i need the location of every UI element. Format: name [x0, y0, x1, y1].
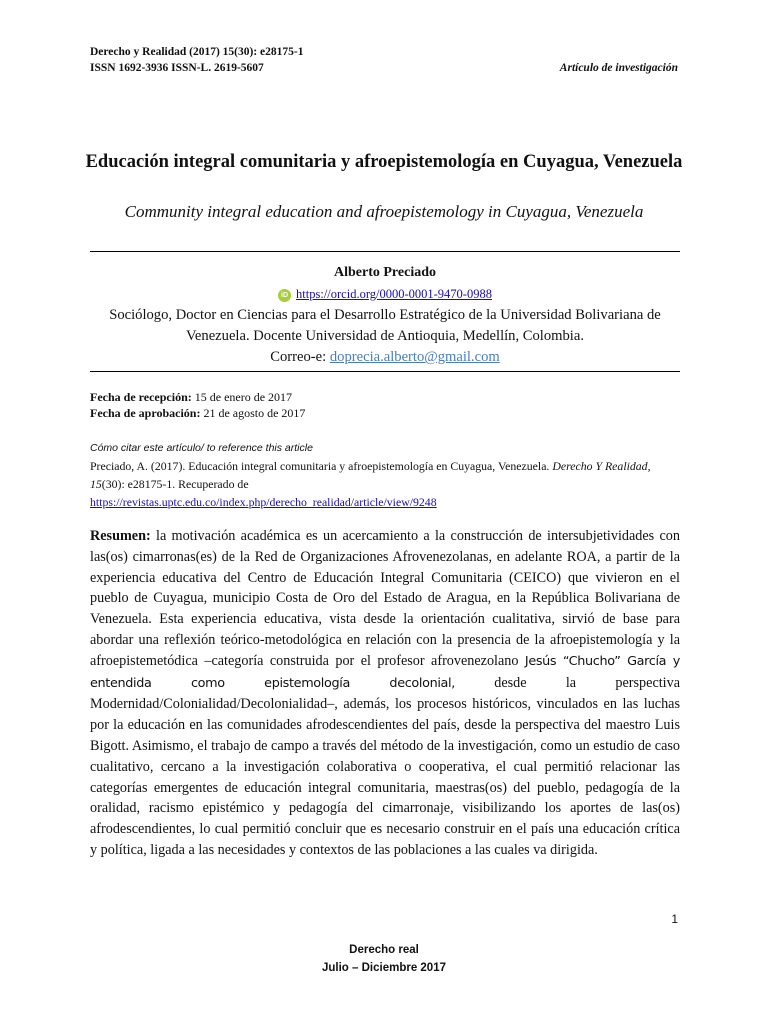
- author-name: Alberto Preciado: [334, 265, 436, 280]
- journal-citation: Derecho y Realidad (2017) 15(30): e28175-1: [90, 46, 304, 58]
- email-label: Correo-e:: [270, 349, 327, 365]
- footer-journal: Derecho real: [349, 944, 419, 956]
- abstract-label: Resumen:: [90, 528, 151, 544]
- approved-label: Fecha de aprobación:: [90, 406, 201, 420]
- received-value: 15 de enero de 2017: [194, 390, 293, 404]
- approved-value: 21 de agosto de 2017: [203, 406, 306, 420]
- orcid-icon[interactable]: iD: [278, 289, 291, 302]
- citation-issue: (30): e28175-1. Recuperado de: [101, 477, 249, 491]
- journal-header: [90, 44, 303, 76]
- author-affiliation: [90, 305, 680, 368]
- page-number: 1: [671, 912, 678, 926]
- divider-top: [90, 251, 680, 252]
- dates-block: [90, 389, 305, 421]
- abstract: [90, 526, 680, 861]
- abstract-text-alt: Jesús “Chucho” García y entendida como epistemología decolonial,: [90, 653, 680, 691]
- citation-body: Preciado, A. (2017). Educación integral comunitaria y afroepistemología en Cuyagua, Venezuela.: [90, 459, 550, 473]
- approved-date: [90, 405, 305, 421]
- received-label: Fecha de recepción:: [90, 390, 192, 404]
- issn-line: ISSN 1692-3936 ISSN-L. 2619-5607: [90, 62, 264, 74]
- affiliation-line: Venezuela. Docente Universidad de Antioquia, Medellín, Colombia.: [186, 328, 584, 344]
- email-line: [90, 347, 680, 368]
- article-type: Artículo de investigación: [559, 62, 678, 74]
- orcid-link[interactable]: https://orcid.org/0000-0001-9470-0988: [296, 287, 492, 301]
- abstract-text: desde la perspectiva Modernidad/Colonialidad/Decolonialidad–, además, los procesos históricos, vinculados en las luchas por la educación en las comunidades afrodescendientes del país, desde la perspectiva del maestro Luis Bigott. Asimismo, el trabajo de campo a través del método de la investigación, como un estudio de caso cualitativo, cercano a la investigación colaborativa o cooperativa, el cual permitió relacionar las categorías emergentes de educación integral comunitaria, maestras(os) del pueblo, pedagogía de la oralidad, racismo epistémico y pedagogía del cimarronaje, visibilizando los aportes de las(os) afrodescendientes, lo cual permitió concluir que es necesario construir en el país una educación crítica y política, ligada a las necesidades y contextos de las poblaciones a las cuales va dirigida.: [90, 674, 681, 858]
- citation-text: [90, 457, 680, 511]
- citation-journal: Derecho Y Realidad, 15: [90, 459, 651, 491]
- paper-subtitle: Community integral education and afroepistemology in Cuyagua, Venezuela: [124, 202, 644, 221]
- received-date: [90, 389, 305, 405]
- affiliation-line: Sociólogo, Doctor en Ciencias para el Desarrollo Estratégico de la Universidad Bolivariana de: [109, 307, 661, 323]
- citation-label: Cómo citar este artículo/ to reference this article: [90, 442, 313, 454]
- citation-url[interactable]: https://revistas.uptc.edu.co/index.php/derecho_realidad/article/view/9248: [90, 495, 437, 509]
- divider-bottom: [90, 371, 680, 372]
- abstract-text: la motivación académica es un acercamiento a la construcción de intersubjetividades con las(os) cimarronas(es) de la Red de Organizaciones Afrovenezolanas, en adelante ROA, a partir de la experiencia educativa del Centro de Educación Integral Comunitaria (CEICO) que vivieron en el pueblo de Cuyagua, municipio Costa de Oro del Estado de Aragua, en la República Bolivariana de Venezuela. Esta experiencia educativa, vista desde la orientación cualitativa, sirvió de base para abordar una reflexión teórico-metodológica en relación con la presencia de la afroepistemología y la afroepistemetódica –categoría construida por el profesor afrovenezolano: [90, 528, 680, 669]
- orcid-line: [90, 287, 680, 302]
- email-link[interactable]: doprecia.alberto@gmail.com: [329, 349, 500, 365]
- paper-title: Educación integral comunitaria y afroepistemología en Cuyagua, Venezuela: [85, 152, 683, 172]
- footer-period: Julio – Diciembre 2017: [321, 962, 446, 974]
